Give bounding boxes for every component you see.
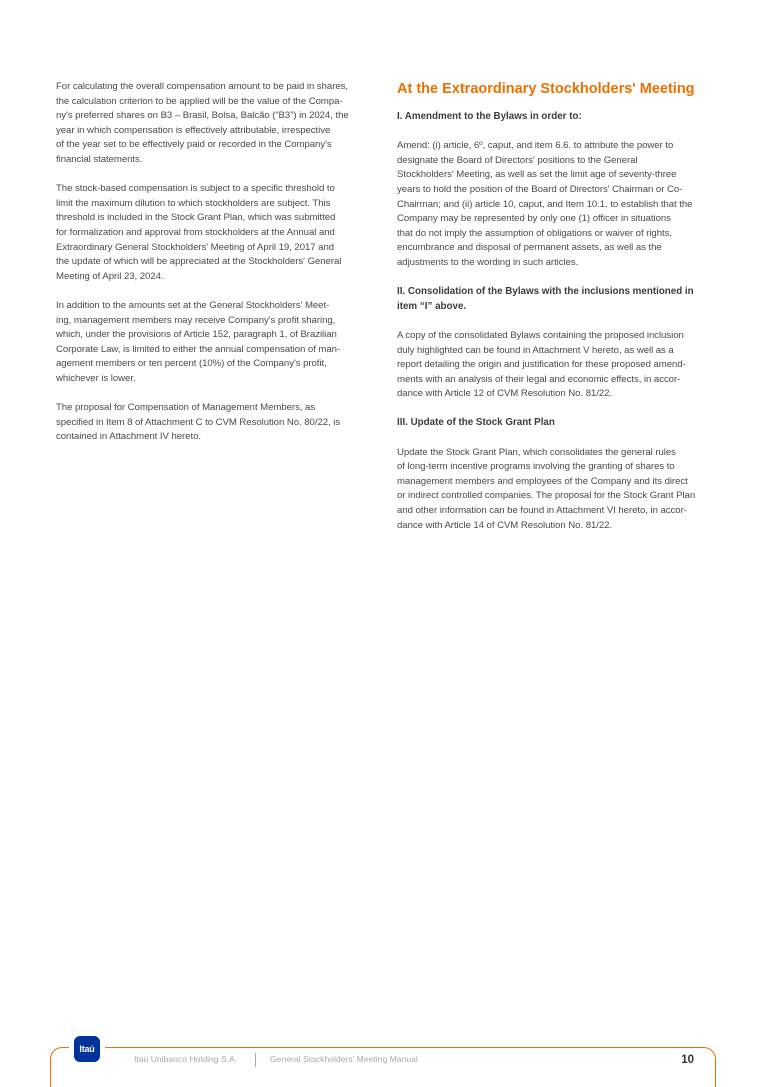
left-column (56, 80, 358, 459)
footer-document-title: General Stockholders' Meeting Manual (270, 1054, 418, 1064)
section-title: At the Extraordinary Stockholders' Meeting (397, 81, 695, 97)
paragraph-profit-sharing: In addition to the amounts set at the General Stockholders' Meet- ing, management members may receive Company's profit sharing, which, under the provisions of Article 152, paragraph 1, of Brazilian Corporate Law, is limited to either the annual compensation of man- agement members or ten percent (10%) of the Company's profit, whichever is lower. (56, 299, 341, 384)
bylaws-consolidation-text: A copy of the consolidated Bylaws containing the proposed inclusion duly highlighted can be found in Attachment V hereto, as well as a report detailing the origin and justification for these proposed amend- ments with an analysis of their legal and economic effects, in accor- dance with Article 12 of CVM Resolution No. 81/22. (397, 329, 686, 400)
right-column (397, 80, 709, 548)
page-footer (50, 1044, 716, 1083)
footer-divider (255, 1053, 256, 1067)
bylaws-amendment-heading: I. Amendment to the Bylaws in order to: (397, 111, 582, 122)
stock-grant-plan-text: Update the Stock Grant Plan, which consolidates the general rules of long-term incentive programs involving the granting of shares to management members and employees of the Company and its direct or indirect controlled companies. The proposal for the Stock Grant Plan and other information can be found in Attachment VI hereto, in accor- dance with Article 14 of CVM Resolution No. 81/22. (397, 446, 696, 531)
footer-company-name: Itaú Unibanco Holding S.A. (134, 1054, 238, 1064)
footer-frame (50, 1047, 716, 1087)
paragraph-share-calculation: For calculating the overall compensation amount to be paid in shares, the calculation criterion to be applied will be the value of the Compa- ny's preferred shares on B3 – Brasil, Bolsa, Balcão (“B3”) in 2024, the year in which compensation is effectively attributable, irrespective of the year set to be effectively paid or recorded in the Company's financial statements. (56, 81, 349, 165)
paragraph-compensation-proposal: The proposal for Compensation of Management Members, as specified in Item 8 of Attachment C to CVM Resolution No. 80/22, is contained in Attachment IV hereto. (56, 402, 341, 443)
stock-grant-plan-heading: III. Update of the Stock Grant Plan (397, 417, 555, 429)
page-number: 10 (681, 1054, 694, 1066)
bylaws-consolidation-heading: II. Consolidation of the Bylaws with the inclusions mentioned in item “I” above. (397, 286, 694, 312)
paragraph-dilution-threshold: The stock-based compensation is subject to a specific threshold to limit the maximum dilution to which stockholders are subject. This threshold is included in the Stock Grant Plan, which was submitted for formalization and approval from stockholders at the Annual and Extraordinary General Stockholders' Meeting of April 19, 2017 and the update of which will be appreciated at the Stockholders' General Meeting of April 23, 2024. (56, 183, 342, 282)
itau-logo: Itaú (74, 1036, 100, 1062)
bylaws-amendment-text: Amend: (i) article, 6º, caput, and item 6.6. to attribute the power to designate the Board of Directors' positions to the General Stockholders' Meeting, as well as set the limit age of seventy-three years to hold the position of the Board of Directors' Chairman or Co- Chairman; and (ii) article 10, caput, and Item 10.1. to establish that the Company may be represented by only one (1) officer in situations that do not imply the assumption of obligations or waiver of rights, encumbrance and disposal of permanent assets, as well as the adjustments to the wording in such articles. (397, 140, 693, 268)
